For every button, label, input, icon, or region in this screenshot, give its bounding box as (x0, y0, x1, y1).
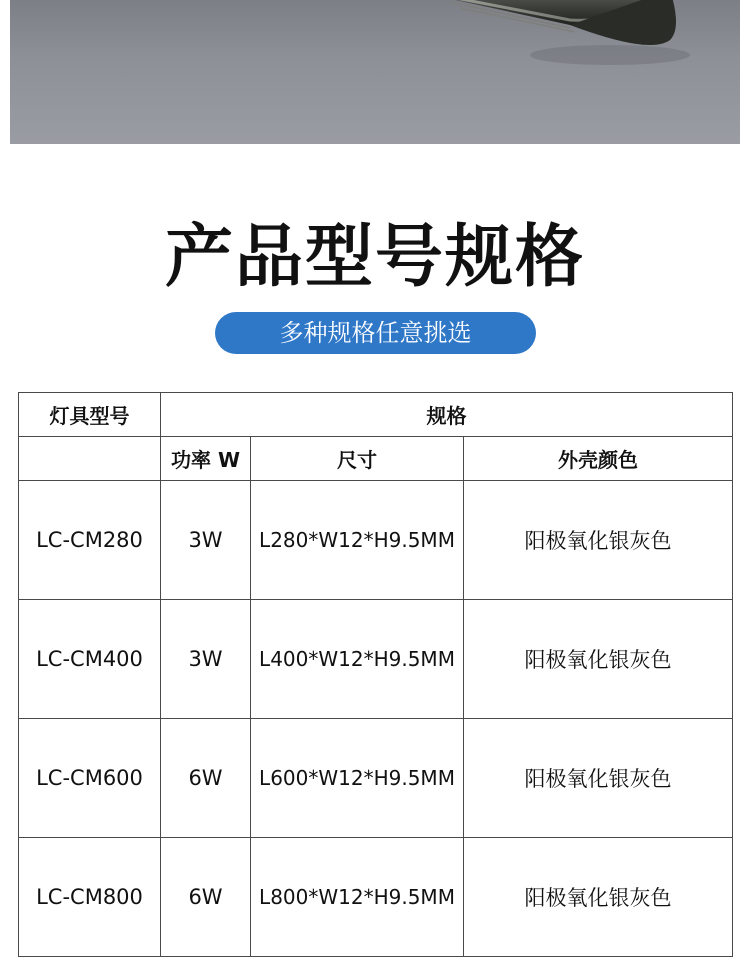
cell-power: 6W (161, 719, 251, 838)
cell-color: 阳极氧化银灰色 (464, 719, 733, 838)
cell-color: 阳极氧化银灰色 (464, 838, 733, 957)
table-row (19, 838, 733, 957)
table-row (19, 719, 733, 838)
table-header-row (19, 393, 733, 437)
cell-power: 3W (161, 481, 251, 600)
product-photo (10, 0, 740, 144)
cell-model: LC-CM280 (19, 481, 161, 600)
header-power: 功率 W (161, 437, 251, 481)
cell-color: 阳极氧化银灰色 (464, 600, 733, 719)
cell-model: LC-CM600 (19, 719, 161, 838)
cell-power: 6W (161, 838, 251, 957)
table-subheader-row (19, 437, 733, 481)
subtitle-badge: 多种规格任意挑选 (215, 312, 536, 354)
cell-size: L800*W12*H9.5MM (251, 838, 464, 957)
cell-model: LC-CM400 (19, 600, 161, 719)
table-row (19, 600, 733, 719)
header-size: 尺寸 (251, 437, 464, 481)
spec-table (18, 392, 733, 957)
cell-size: L280*W12*H9.5MM (251, 481, 464, 600)
header-model: 灯具型号 (19, 393, 161, 437)
header-spec: 规格 (161, 393, 733, 437)
header-empty (19, 437, 161, 481)
cell-power: 3W (161, 600, 251, 719)
light-fixture-image (10, 0, 740, 144)
page-title: 产品型号规格 (164, 218, 585, 297)
cell-size: L600*W12*H9.5MM (251, 719, 464, 838)
cell-model: LC-CM800 (19, 838, 161, 957)
header-color: 外壳颜色 (464, 437, 733, 481)
table-row (19, 481, 733, 600)
cell-color: 阳极氧化银灰色 (464, 481, 733, 600)
cell-size: L400*W12*H9.5MM (251, 600, 464, 719)
